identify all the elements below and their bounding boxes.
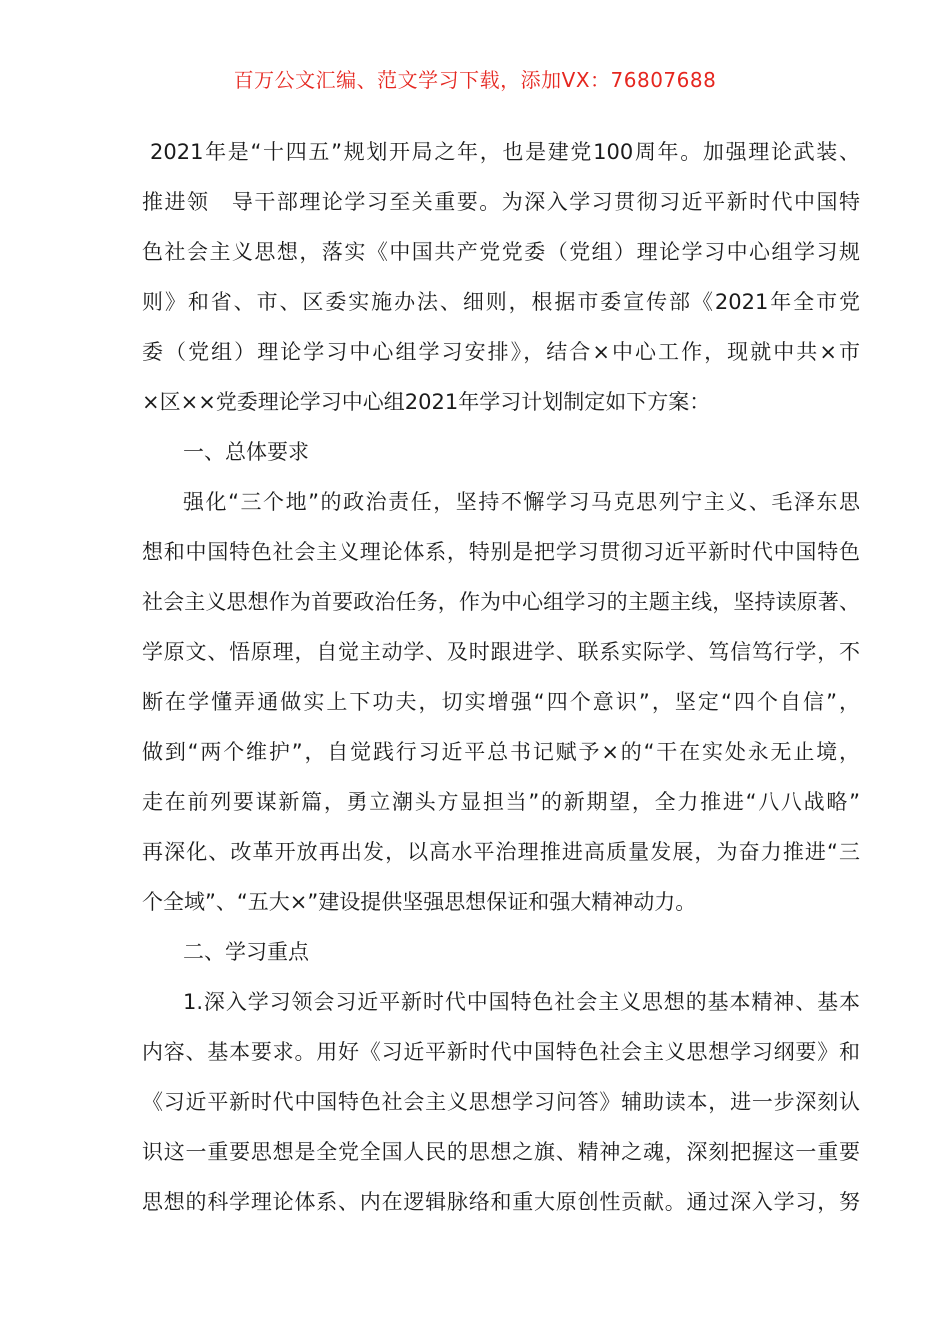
doc-line: 1.深入学习领会习近平新时代中国特色社会主义思想的基本精神、基本 [183, 990, 860, 1014]
doc-line: 识这一重要思想是全党全国人民的思想之旗、精神之魂，深刻把握这一重要 [142, 1140, 860, 1164]
doc-line: 学原文、悟原理，自觉主动学、及时跟进学、联系实际学、笃信笃行学，不 [142, 640, 860, 664]
section-heading: 一、总体要求 [183, 440, 309, 464]
doc-line: 个全域”、“五大×”建设提供坚强思想保证和强大精神动力。 [142, 890, 697, 914]
doc-line: 委（党组）理论学习中心组学习安排》，结合×中心工作，现就中共×市 [142, 340, 860, 364]
section-heading: 二、学习重点 [183, 940, 309, 964]
doc-line: 强化“三个地”的政治责任，坚持不懈学习马克思列宁主义、毛泽东思 [183, 490, 860, 514]
doc-line: 想和中国特色社会主义理论体系，特别是把学习贯彻习近平新时代中国特色 [142, 540, 860, 564]
doc-line: 推进领 导干部理论学习至关重要。为深入学习贯彻习近平新时代中国特 [142, 190, 860, 214]
document-body [142, 127, 860, 1227]
doc-line: 2021年是“十四五”规划开局之年，也是建党100周年。加强理论武装、 [150, 140, 860, 164]
doc-line: ×区××党委理论学习中心组2021年学习计划制定如下方案： [142, 390, 711, 414]
doc-line: 内容、基本要求。用好《习近平新时代中国特色社会主义思想学习纲要》和 [142, 1040, 860, 1064]
doc-line: 再深化、改革开放再出发，以高水平治理推进高质量发展，为奋力推进“三 [142, 840, 860, 864]
doc-line: 则》和省、市、区委实施办法、细则，根据市委宣传部《2021年全市党 [142, 290, 860, 314]
doc-line: 《习近平新时代中国特色社会主义思想学习问答》辅助读本，进一步深刻认 [142, 1090, 860, 1114]
doc-line: 走在前列要谋新篇，勇立潮头方显担当”的新期望，全力推进“八八战略” [142, 790, 860, 814]
promo-header-text: 百万公文汇编、范文学习下载，添加VX：76807688 [233, 68, 717, 92]
doc-line: 社会主义思想作为首要政治任务，作为中心组学习的主题主线，坚持读原著、 [142, 590, 860, 614]
doc-line: 思想的科学理论体系、内在逻辑脉络和重大原创性贡献。通过深入学习，努 [142, 1190, 860, 1214]
doc-line: 做到“两个维护”，自觉践行习近平总书记赋予×的“干在实处永无止境， [142, 740, 860, 764]
doc-line: 断在学懂弄通做实上下功夫，切实增强“四个意识”，坚定“四个自信”， [142, 690, 860, 714]
doc-line: 色社会主义思想，落实《中国共产党党委（党组）理论学习中心组学习规 [142, 240, 860, 264]
